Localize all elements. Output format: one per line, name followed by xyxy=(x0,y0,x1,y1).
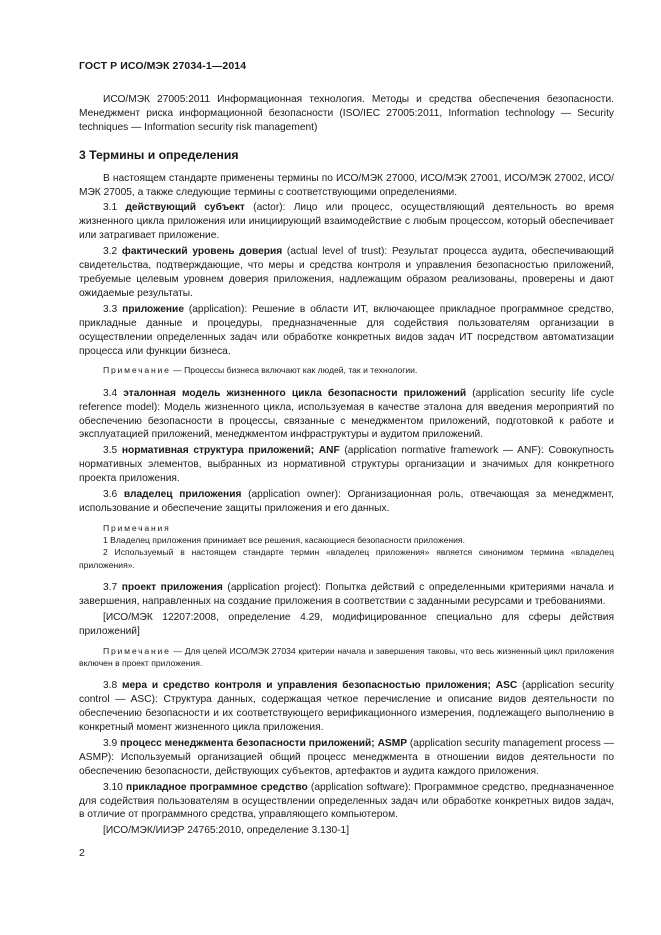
term-3-2 xyxy=(79,245,614,301)
term-number: 3.4 xyxy=(103,387,118,399)
term-3-10 xyxy=(79,781,614,823)
document-header: ГОСТ Р ИСО/МЭК 27034-1—2014 xyxy=(79,60,247,72)
term-3-1 xyxy=(79,201,614,243)
note-text: — Для целей ИСО/МЭК 27034 критерии начала и завершения таковы, что весь жизненный цикл приложения включен в проект приложения. xyxy=(79,645,614,668)
term-definition: (application security life cycle reference model): Модель жизненного цикла, используемая в качестве эталона для введения мероприятий по обеспечению безопасности в процессы, связанные с менеджментом приложений, подготовкой к работе и эксплуатацией приложений, менеджментом инфраструктуры и аудитом приложений. xyxy=(79,387,614,441)
document-body xyxy=(79,93,614,840)
note-3-3 xyxy=(79,364,614,376)
note-item: 2 Используемый в настоящем стандарте термин «владелец приложения» является синонимом термина «владелец приложения». xyxy=(79,547,614,570)
term-name: приложение xyxy=(122,303,184,315)
term-number: 3.7 xyxy=(103,582,118,594)
note-item: 1 Владелец приложения принимает все решения, касающиеся безопасности приложения. xyxy=(103,535,465,546)
term-number: 3.3 xyxy=(103,303,118,315)
term-name: прикладное программное средство xyxy=(126,781,308,793)
note-label: Примечание xyxy=(103,645,171,656)
term-name: мера и средство контроля и управления безопасностью приложения; ASC xyxy=(121,680,518,692)
term-definition: (application security management process — ASMP): Используемый организацией общий процесс менеджмента в отношении видов деятельности по обеспечению безопасности, действующих субъектов, артефактов и аудита каждого приложения. xyxy=(79,737,614,777)
term-name: действующий субъект xyxy=(125,202,245,214)
note-text: — Процессы бизнеса включают как людей, так и технологии. xyxy=(170,365,418,376)
term-definition: (application project): Попытка действий с определенными критериями начала и завершения, направленных на создание приложения в соответствии с заданными ресурсами и требованиями. xyxy=(79,582,614,607)
section-title: 3 Термины и определения xyxy=(79,147,239,162)
term-3-3 xyxy=(79,303,614,359)
section-intro: В настоящем стандарте применены термины по ИСО/МЭК 27000, ИСО/МЭК 27001, ИСО/МЭК 27002, ИСО/МЭК 27005, а также следующие термины с соответствующими определениями. xyxy=(79,172,614,198)
term-number: 3.10 xyxy=(103,781,123,793)
term-definition: (application): Решение в области ИТ, включающее прикладное программное средство, прикладные данные и процедуры, предназначенные для содействия пользователям организации в осуществлении определенных задач или обработке конкретных видов задач ИТ посредством автоматизации процесса или функции бизнеса. xyxy=(79,303,614,357)
term-name: проект приложения xyxy=(121,582,223,594)
term-name: владелец приложения xyxy=(123,489,242,501)
term-name: нормативная структура приложений; ANF xyxy=(121,445,340,457)
term-definition: (application owner): Организационная роль, отвечающая за менеджмент, использование и обеспечение защиты приложения и его данных. xyxy=(79,489,614,514)
term-3-7-source: [ИСО/МЭК 12207:2008, определение 4.29, модифицированное специально для сферы действия приложений] xyxy=(79,611,614,637)
term-definition: (application software): Программное средство, предназначенное для содействия пользователям в осуществлении определенных задач или обработке конкретных видов задач, в отличие от программного средства, управляющего компьютером. xyxy=(79,781,614,821)
term-3-6 xyxy=(79,488,614,516)
notes-3-6 xyxy=(79,522,614,571)
term-number: 3.2 xyxy=(103,246,118,258)
term-number: 3.1 xyxy=(103,202,118,214)
term-definition: (actual level of trust): Результат процесса аудита, обеспечивающий свидетельства, подтверждающие, что меры и средства контроля и управления безопасностью приложений, требуемые целевым уровнем доверия приложения, надлежащим образом реализованы, проверены и дают ожидаемые результаты. xyxy=(79,246,614,299)
term-number: 3.5 xyxy=(103,445,118,457)
term-3-4 xyxy=(79,387,614,443)
term-name: эталонная модель жизненного цикла безопасности приложений xyxy=(123,387,467,399)
term-number: 3.8 xyxy=(103,680,118,692)
term-3-8 xyxy=(79,679,614,735)
notes-label: Примечания xyxy=(103,522,171,533)
term-number: 3.6 xyxy=(103,489,118,501)
term-3-9 xyxy=(79,737,614,779)
term-3-5 xyxy=(79,444,614,486)
term-definition: (application normative framework — ANF): Совокупность нормативных элементов, выбранных из нормативной структуры организации и значимых для конкретного проекта приложения. xyxy=(79,445,614,485)
normative-reference: ИСО/МЭК 27005:2011 Информационная технология. Методы и средства обеспечения безопасности. Менеджмент риска информационной безопасности (ISO/IEC 27005:2011, Information technology — Security techniques — Information security risk management) xyxy=(79,94,614,133)
term-definition: (actor): Лицо или процесс, осуществляющий деятельность во время жизненного цикла приложения или инициирующий взаимодействие с любым процессом, который обеспечивает или затрагивает приложение. xyxy=(79,202,615,242)
term-number: 3.9 xyxy=(103,737,118,749)
term-3-7 xyxy=(79,581,614,609)
note-3-7 xyxy=(79,645,614,670)
term-3-10-source: [ИСО/МЭК/ИИЭР 24765:2010, определение 3.130-1] xyxy=(103,825,350,837)
term-definition: (application security control — ASC): Структура данных, содержащая четкое перечисление и описание видов деятельности по обеспечению безопасности и их соответствующего верификационного измерения, подлежащего выполнению в конкретный момент жизненного цикла приложения. xyxy=(79,680,614,733)
note-label: Примечание xyxy=(103,365,171,376)
page-number: 2 xyxy=(79,847,85,859)
term-name: процесс менеджмента безопасности приложений; ASMP xyxy=(120,737,408,749)
term-name: фактический уровень доверия xyxy=(121,246,283,258)
